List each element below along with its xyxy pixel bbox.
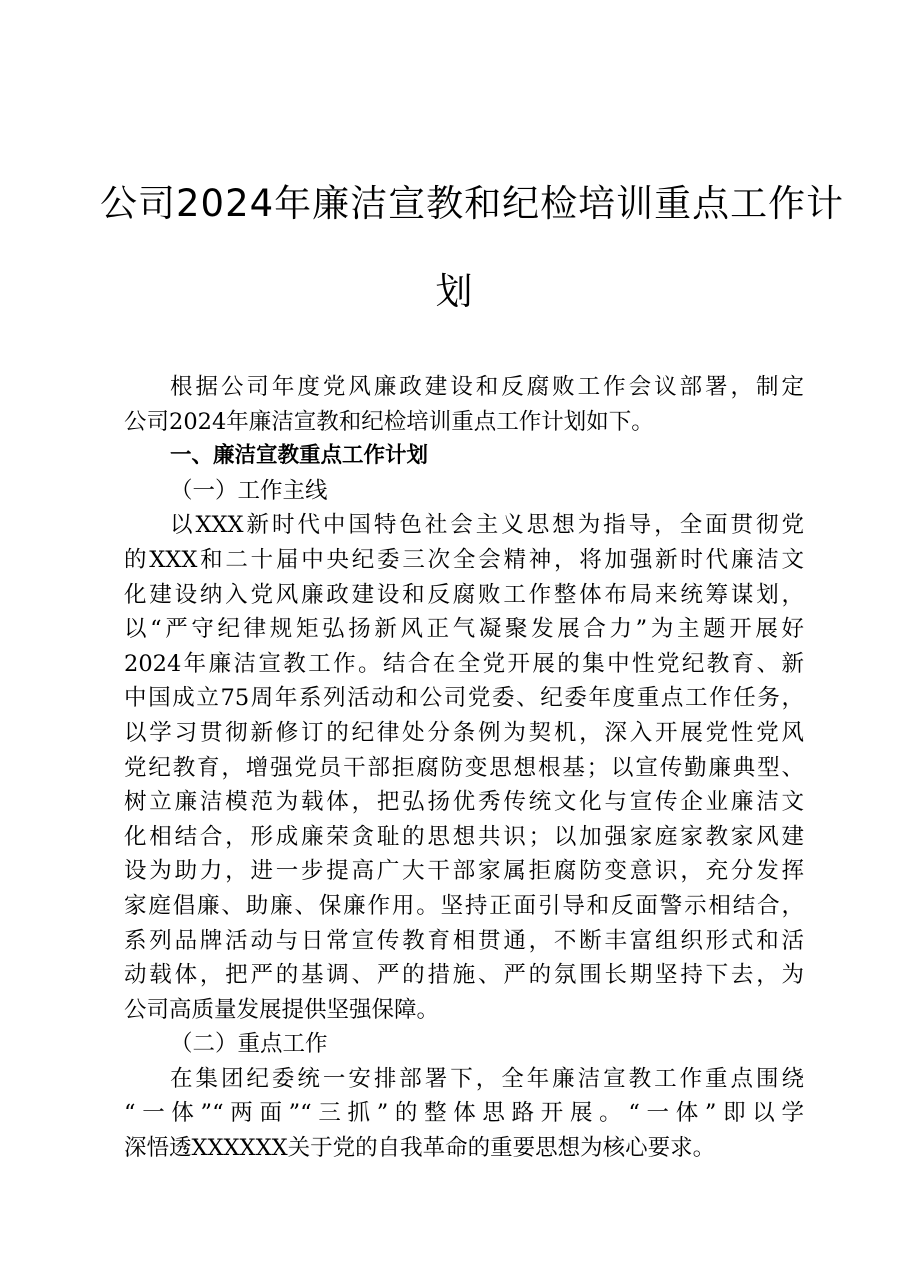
main-line-text: 党纪教育，增强党员干部拒腐防变思想根基；以宣传勤廉典型、 bbox=[124, 754, 804, 781]
main-line-text: 以XXX新时代中国特色社会主义思想为指导，全面贯彻党 bbox=[170, 512, 804, 539]
intro-line: 根据公司年度党风廉政建设和反腐败工作会议部署，制定 bbox=[170, 374, 804, 400]
main-line-text: 树立廉洁模范为载体，把弘扬优秀传统文化与宣传企业廉洁文 bbox=[124, 789, 804, 816]
intro-line: 公司2024年廉洁宣教和纪检培训重点工作计划如下。 bbox=[124, 408, 654, 435]
main-line-text: 2024年廉洁宣教工作。结合在全党开展的集中性党纪教育、新 bbox=[124, 650, 804, 677]
title-line-2: 划 bbox=[435, 270, 474, 313]
main-line-text: 公司高质量发展提供坚强保障。 bbox=[124, 996, 440, 1023]
main-line-text: 设为助力，进一步提高广大干部家属拒腐防变意识，充分发挥 bbox=[124, 858, 804, 885]
main-line-text: 以“严守纪律规矩弘扬新风正气凝聚发展合力”为主题开展好 bbox=[124, 616, 804, 643]
main-line-text: 化相结合，形成廉荣贪耻的思想共识；以加强家庭家教家风建 bbox=[124, 823, 804, 850]
section-heading-1: 一、廉洁宣教重点工作计划 bbox=[170, 443, 429, 469]
subsection-heading-2: （二）重点工作 bbox=[170, 1031, 328, 1058]
title-line-1: 公司2024年廉洁宣教和纪检培训重点工作计 bbox=[100, 182, 845, 225]
main-line-text: 系列品牌活动与日常宣传教育相贯通，不断丰富组织形式和活 bbox=[124, 927, 804, 954]
main-line-text: 化建设纳入党风廉政建设和反腐败工作整体布局来统筹谋划， bbox=[124, 581, 804, 608]
document-body bbox=[124, 370, 804, 1166]
main-line-text: 家庭倡廉、助廉、保廉作用。坚持正面引导和反面警示相结合， bbox=[124, 892, 804, 919]
document-title bbox=[100, 160, 845, 336]
main-line-text: 的XXX和二十届中央纪委三次全会精神，将加强新时代廉洁文 bbox=[124, 546, 804, 573]
key-work-text: “一体”“两面”“三抓”的整体思路开展。“一体”即以学 bbox=[124, 1100, 804, 1127]
key-work-text: 深悟透XXXXXX关于党的自我革命的重要思想为核心要求。 bbox=[124, 1135, 716, 1162]
main-line-text: 以学习贯彻新修订的纪律处分条例为契机，深入开展党性党风 bbox=[124, 719, 804, 746]
key-work-text: 在集团纪委统一安排部署下，全年廉洁宣教工作重点围绕 bbox=[170, 1065, 804, 1092]
main-line-text: 中国成立75周年系列活动和公司党委、纪委年度重点工作任务， bbox=[124, 685, 804, 712]
subsection-heading-1: （一）工作主线 bbox=[170, 477, 328, 504]
main-line-text: 动载体，把严的基调、严的措施、严的氛围长期坚持下去，为 bbox=[124, 962, 804, 989]
